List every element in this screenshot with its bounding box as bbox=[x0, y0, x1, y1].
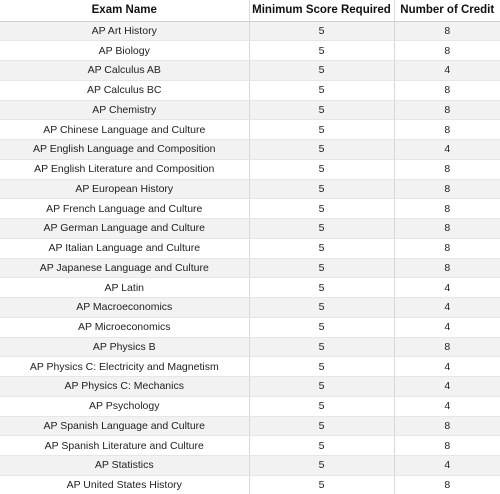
number-of-credit-cell: 8 bbox=[394, 100, 500, 120]
exam-name-cell: AP Chinese Language and Culture bbox=[0, 120, 249, 140]
exam-name-cell: AP Calculus AB bbox=[0, 61, 249, 81]
minimum-score-cell: 5 bbox=[249, 337, 394, 357]
exam-name-cell: AP German Language and Culture bbox=[0, 219, 249, 239]
minimum-score-cell: 5 bbox=[249, 317, 394, 337]
minimum-score-cell: 5 bbox=[249, 199, 394, 219]
number-of-credit-cell: 8 bbox=[394, 120, 500, 140]
exam-name-cell: AP French Language and Culture bbox=[0, 199, 249, 219]
table-row bbox=[0, 80, 500, 100]
header-minimum-score: Minimum Score Required bbox=[249, 0, 394, 21]
table-row bbox=[0, 100, 500, 120]
number-of-credit-cell: 8 bbox=[394, 199, 500, 219]
exam-name-cell: AP Physics C: Mechanics bbox=[0, 377, 249, 397]
exam-name-cell: AP Latin bbox=[0, 278, 249, 298]
number-of-credit-cell: 4 bbox=[394, 377, 500, 397]
number-of-credit-cell: 4 bbox=[394, 61, 500, 81]
minimum-score-cell: 5 bbox=[249, 140, 394, 160]
number-of-credit-cell: 8 bbox=[394, 238, 500, 258]
table-row bbox=[0, 298, 500, 318]
table-row bbox=[0, 159, 500, 179]
minimum-score-cell: 5 bbox=[249, 357, 394, 377]
table-row bbox=[0, 179, 500, 199]
minimum-score-cell: 5 bbox=[249, 120, 394, 140]
exam-name-cell: AP Psychology bbox=[0, 396, 249, 416]
exam-name-cell: AP Physics B bbox=[0, 337, 249, 357]
number-of-credit-cell: 8 bbox=[394, 179, 500, 199]
header-number-of-credit: Number of Credit bbox=[394, 0, 500, 21]
exam-name-cell: AP Spanish Language and Culture bbox=[0, 416, 249, 436]
exam-name-cell: AP Art History bbox=[0, 21, 249, 41]
table-body bbox=[0, 21, 500, 494]
number-of-credit-cell: 4 bbox=[394, 357, 500, 377]
table-row bbox=[0, 377, 500, 397]
number-of-credit-cell: 4 bbox=[394, 278, 500, 298]
table-row bbox=[0, 317, 500, 337]
number-of-credit-cell: 8 bbox=[394, 337, 500, 357]
minimum-score-cell: 5 bbox=[249, 416, 394, 436]
table-row bbox=[0, 199, 500, 219]
minimum-score-cell: 5 bbox=[249, 258, 394, 278]
number-of-credit-cell: 4 bbox=[394, 396, 500, 416]
exam-name-cell: AP English Literature and Composition bbox=[0, 159, 249, 179]
table-row bbox=[0, 258, 500, 278]
minimum-score-cell: 5 bbox=[249, 278, 394, 298]
exam-name-cell: AP Spanish Literature and Culture bbox=[0, 436, 249, 456]
minimum-score-cell: 5 bbox=[249, 179, 394, 199]
number-of-credit-cell: 4 bbox=[394, 298, 500, 318]
exam-name-cell: AP Italian Language and Culture bbox=[0, 238, 249, 258]
number-of-credit-cell: 4 bbox=[394, 140, 500, 160]
table-header bbox=[0, 0, 500, 21]
exam-name-cell: AP Statistics bbox=[0, 456, 249, 476]
minimum-score-cell: 5 bbox=[249, 475, 394, 494]
exam-name-cell: AP European History bbox=[0, 179, 249, 199]
number-of-credit-cell: 4 bbox=[394, 456, 500, 476]
exam-name-cell: AP Microeconomics bbox=[0, 317, 249, 337]
exam-name-cell: AP English Language and Composition bbox=[0, 140, 249, 160]
minimum-score-cell: 5 bbox=[249, 21, 394, 41]
table-row bbox=[0, 337, 500, 357]
minimum-score-cell: 5 bbox=[249, 80, 394, 100]
exam-name-cell: AP Physics C: Electricity and Magnetism bbox=[0, 357, 249, 377]
minimum-score-cell: 5 bbox=[249, 159, 394, 179]
table-row bbox=[0, 416, 500, 436]
table-row bbox=[0, 357, 500, 377]
minimum-score-cell: 5 bbox=[249, 61, 394, 81]
table-row bbox=[0, 456, 500, 476]
table-row bbox=[0, 41, 500, 61]
table-row bbox=[0, 219, 500, 239]
number-of-credit-cell: 8 bbox=[394, 159, 500, 179]
exam-name-cell: AP Japanese Language and Culture bbox=[0, 258, 249, 278]
table-row bbox=[0, 61, 500, 81]
number-of-credit-cell: 8 bbox=[394, 436, 500, 456]
number-of-credit-cell: 8 bbox=[394, 258, 500, 278]
table-row bbox=[0, 436, 500, 456]
exam-name-cell: AP United States History bbox=[0, 475, 249, 494]
number-of-credit-cell: 8 bbox=[394, 80, 500, 100]
exam-name-cell: AP Chemistry bbox=[0, 100, 249, 120]
minimum-score-cell: 5 bbox=[249, 396, 394, 416]
minimum-score-cell: 5 bbox=[249, 298, 394, 318]
number-of-credit-cell: 8 bbox=[394, 41, 500, 61]
exam-name-cell: AP Biology bbox=[0, 41, 249, 61]
table-row bbox=[0, 140, 500, 160]
table-row bbox=[0, 475, 500, 494]
number-of-credit-cell: 8 bbox=[394, 21, 500, 41]
number-of-credit-cell: 4 bbox=[394, 317, 500, 337]
exam-name-cell: AP Calculus BC bbox=[0, 80, 249, 100]
table-row bbox=[0, 396, 500, 416]
minimum-score-cell: 5 bbox=[249, 100, 394, 120]
minimum-score-cell: 5 bbox=[249, 456, 394, 476]
number-of-credit-cell: 8 bbox=[394, 475, 500, 494]
header-exam-name: Exam Name bbox=[0, 0, 249, 21]
minimum-score-cell: 5 bbox=[249, 377, 394, 397]
minimum-score-cell: 5 bbox=[249, 219, 394, 239]
table-row bbox=[0, 238, 500, 258]
table-row bbox=[0, 120, 500, 140]
exam-name-cell: AP Macroeconomics bbox=[0, 298, 249, 318]
header-row bbox=[0, 0, 500, 21]
minimum-score-cell: 5 bbox=[249, 436, 394, 456]
table-row bbox=[0, 21, 500, 41]
number-of-credit-cell: 8 bbox=[394, 416, 500, 436]
minimum-score-cell: 5 bbox=[249, 41, 394, 61]
number-of-credit-cell: 8 bbox=[394, 219, 500, 239]
minimum-score-cell: 5 bbox=[249, 238, 394, 258]
table-row bbox=[0, 278, 500, 298]
